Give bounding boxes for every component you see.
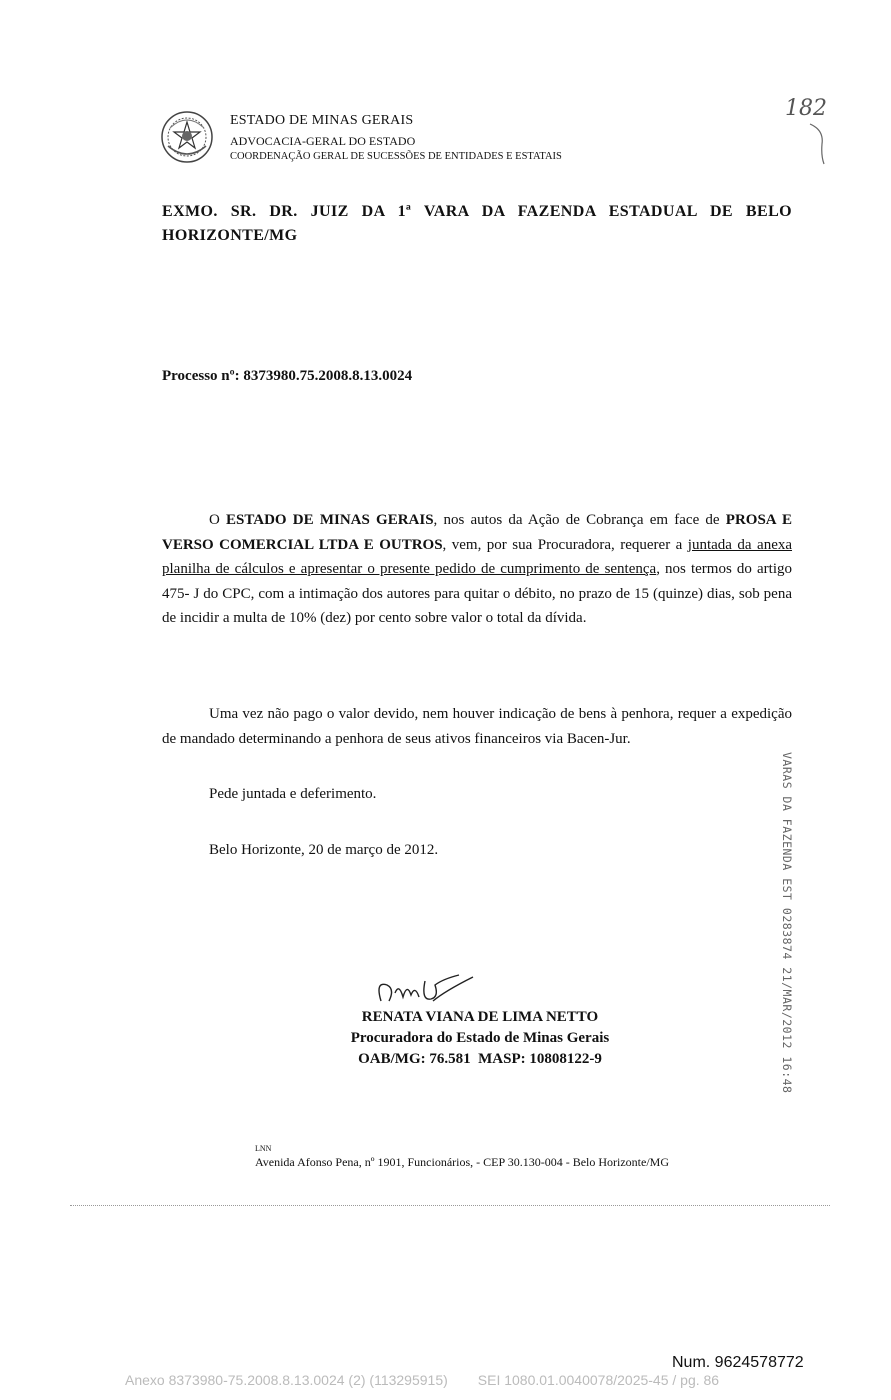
process-value: 8373980.75.2008.8.13.0024 <box>243 368 413 384</box>
signer-role: Procuradora do Estado de Minas Gerais <box>350 1030 610 1046</box>
protocol-stamp <box>770 752 800 1094</box>
attachment-right: SEI 1080.01.0040078/2025-45 / pg. 86 <box>477 1372 720 1388</box>
signer-ids: OAB/MG: 76.581 MASP: 10808122-9 <box>358 1051 602 1067</box>
header-state-name: ESTADO DE MINAS GERAIS <box>230 113 414 128</box>
footer-divider <box>70 1205 830 1206</box>
handwritten-bracket-mark <box>808 118 828 173</box>
closing-request: Pede juntada e deferimento. <box>209 786 377 802</box>
protocol-stamp-text: VARAS DA FAZENDA EST 0283874 21/MAR/2012 16:48 <box>780 752 794 1094</box>
paragraph-penhora: Uma vez não pago o valor devido, nem houver indicação de bens à penhora, requer a expedição de mandado determinando a penhora de seus ativos financeiros via Bacen-Jur. <box>162 706 792 747</box>
underlined-request: juntada da anexa planilha de cálculos e apresentar o presente pedido de cumprimento de sentença <box>162 536 793 577</box>
attachment-left: Anexo 8373980-75.2008.8.13.0024 (2) (113295915) <box>125 1372 448 1388</box>
attachment-reference <box>125 1372 719 1388</box>
signer-name: RENATA VIANA DE LIMA NETTO <box>361 1009 599 1025</box>
footer-address: Avenida Afonso Pena, nº 1901, Funcionários, - CEP 30.130-004 - Belo Horizonte/MG <box>255 1155 670 1169</box>
addressee-heading: EXMO. SR. DR. JUIZ DA 1ª VARA DA FAZENDA ESTADUAL DE BELO HORIZONTE/MG <box>162 203 792 244</box>
party-state: ESTADO DE MINAS GERAIS <box>226 512 434 528</box>
state-seal-emblem <box>160 110 214 164</box>
document-number: Num. 9624578772 <box>672 1354 804 1371</box>
footer-initials: LNN <box>255 1144 272 1153</box>
header-coordination: COORDENAÇÃO GERAL DE SUCESSÕES DE ENTIDADES E ESTATAIS <box>230 151 562 162</box>
header-agency: ADVOCACIA-GERAL DO ESTADO <box>230 134 416 148</box>
process-label: Processo nº: <box>162 368 240 384</box>
process-number <box>162 368 412 385</box>
handwritten-signature <box>373 971 483 1011</box>
paragraph-request: O ESTADO DE MINAS GERAIS, nos autos da Ação de Cobrança em face de PROSA E VERSO COMERCIAL LTDA E OUTROS, vem, por sua Procuradora, requerer a juntada da anexa planilha de cálculos e apresentar o presente pedido de cumprimento de sentença, nos termos do artigo 475- J do CPC, com a intimação dos autores para quitar o débito, no prazo de 15 (quinze) dias, sob pena de incidir a multa de 10% (dez) por cento sobre valor o total da dívida. <box>162 512 793 626</box>
party-defendant: PROSA E VERSO COMERCIAL LTDA E OUTROS <box>162 512 793 553</box>
signature-block <box>330 975 630 1070</box>
place-date: Belo Horizonte, 20 de março de 2012. <box>209 842 439 858</box>
handwritten-page-number: 182 <box>785 96 827 121</box>
